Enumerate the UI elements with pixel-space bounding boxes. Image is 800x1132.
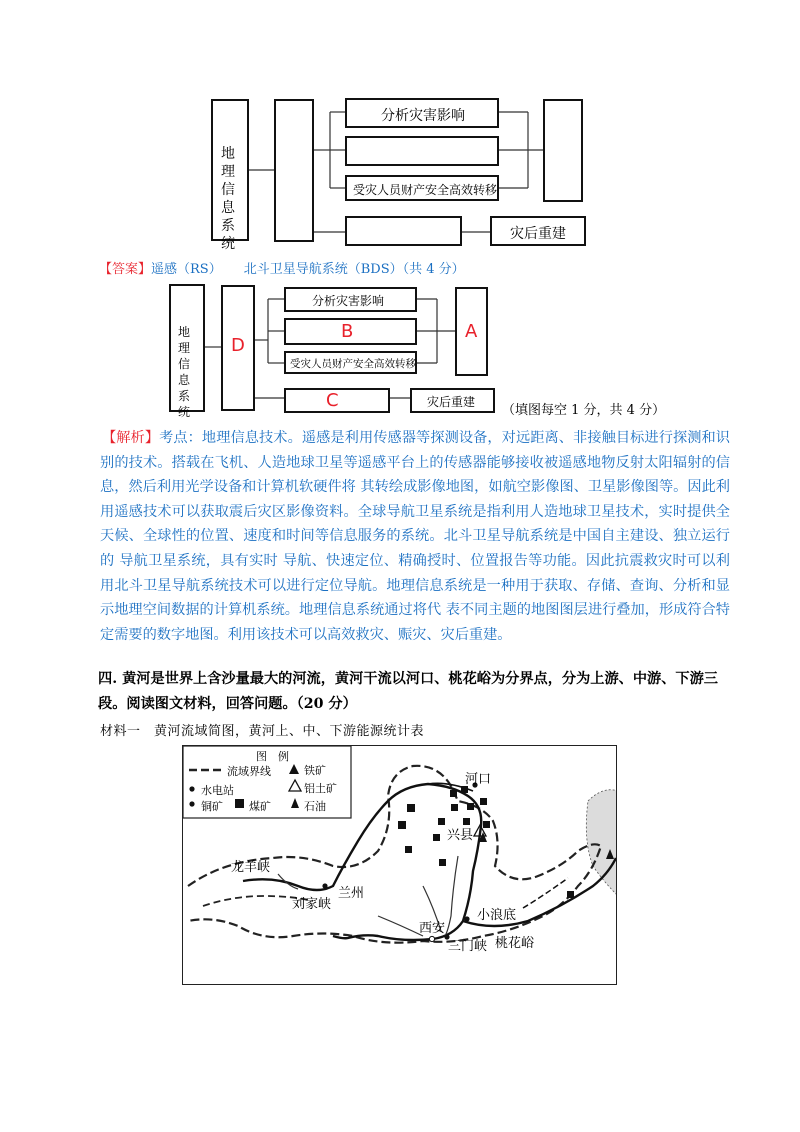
- diagram-2-letter-a: A: [465, 321, 478, 342]
- map-label-taohuayu: 桃花峪: [495, 936, 535, 951]
- answer-tag: 【答案】: [99, 262, 152, 277]
- analysis-text: 考点：地理信息技术。遥感是利用传感器等探测设备，对远距离、非接触目标进行探测和识别的技术。搭载在飞机、人造地球卫星等遥感平台上的传感器能够接收被遥感地物反射太阳辐射的信息，然后利用光学设备和计算机软硬件将 其转绘成影像地图，如航空影像图、卫星影像图等。因此利用遥感技术可以获取震后灾区影像资料。全球导航卫星系统是指利用人造地球卫星技术，实时提供全天候、全球性的位置、速度和时间等信息服务的系统。北斗卫星导航系统是中国自主建设、独立运行的 导航卫星系统，具有实时 导航、快速定位、精确授时、位置报告等功能。因此抗震救灾时可以利用北斗卫星导航系统技术可以进行定位导航。地理信息系统是一种用于获取、存储、查询、分析和显示地理空间数据的计算机系统。地理信息系统通过将代 表不同主题的地图图层进行叠加，形成符合特定需要的数字地图。利用该技术可以高效救灾、赈灾、灾后重建。: [100, 430, 730, 643]
- diagram-1-blank-box-d: [274, 99, 314, 242]
- diagram-2-letter-b: B: [341, 321, 354, 342]
- analysis-paragraph: [100, 426, 730, 647]
- answer-text-1: 遥感（RS）: [151, 262, 222, 277]
- diagram-2-box-a: [455, 287, 488, 376]
- diagram-2-box-b: [284, 318, 417, 345]
- analysis-tag: 【解析】: [102, 430, 160, 446]
- map-label-xian: 西安: [419, 921, 446, 936]
- map-legend-copper: 铜矿: [201, 800, 223, 813]
- diagram-1-analyze-label: 分析灾害影响: [381, 108, 465, 124]
- diagram-2-transfer-box: [284, 351, 417, 374]
- map-label-longyangxia: 龙羊峡: [231, 860, 271, 875]
- map-label-hekou: 河口: [465, 772, 492, 787]
- yellow-river-map: [182, 745, 617, 985]
- map-label-xiaolangdi: 小浪底: [477, 908, 517, 923]
- answer-text-2: 北斗卫星导航系统（BDS）（共 4 分）: [243, 262, 465, 277]
- diagram-2-gis-box: [169, 284, 205, 419]
- diagram-2-transfer-label: 受灾人员财产安全高效转移: [290, 358, 416, 370]
- diagram-2-analyze-box: [284, 287, 417, 312]
- diagram-2-letter-d: D: [231, 335, 245, 356]
- map-legend-bauxite: 铝土矿: [304, 782, 337, 795]
- map-legend-title: 图 例: [256, 750, 289, 763]
- diagram-1-blank-box-a: [543, 99, 583, 202]
- question-4-stem: 四. 黄河是世界上含沙量最大的河流，黄河干流以河口、桃花峪为分界点，分为上游、中游、下游三段。阅读图文材料，回答问题。（20 分）: [98, 671, 718, 712]
- diagram-2-rebuild-label: 灾后重建: [427, 395, 476, 409]
- map-legend-coal: 煤矿: [249, 800, 271, 813]
- map-legend-hydro: 水电站: [201, 784, 234, 797]
- diagram-2-rebuild-box: [410, 388, 495, 413]
- map-label-lanzhou: 兰州: [338, 886, 365, 901]
- diagram-2-box-d: [221, 285, 255, 411]
- diagram-2-letter-c: C: [326, 390, 339, 411]
- map-label-xingxian: 兴县: [447, 828, 474, 843]
- map-label-sanmenxia: 三门峡: [448, 939, 488, 954]
- diagram-1-analyze-box: [345, 98, 499, 128]
- diagram-1-transfer-box: [345, 175, 499, 201]
- diagram-1-gis-label: 地理信息系统: [221, 146, 235, 252]
- diagram-1-gis-box: [211, 99, 249, 252]
- map-label-liujiaxia: 刘家峡: [292, 897, 332, 912]
- diagram-2-analyze-label: 分析灾害影响: [312, 294, 385, 308]
- diagram-1-transfer-label: 受灾人员财产安全高效转移: [353, 183, 498, 197]
- diagram-2-box-c: [284, 388, 390, 413]
- diagram-1-blank-box-b: [345, 136, 499, 166]
- diagram-2-score-note: （填图每空 1 分，共 4 分）: [502, 403, 666, 418]
- material-one-caption: 材料一 黄河流域简图，黄河上、中、下游能源统计表: [100, 724, 425, 739]
- map-legend-iron: 铁矿: [304, 764, 326, 777]
- map-legend-boundary: 流域界线: [227, 765, 271, 778]
- diagram-1-rebuild-box: [490, 216, 586, 246]
- map-legend-oil: 石油: [304, 800, 326, 813]
- diagram-2-gis-label: 地理信息系统: [177, 325, 190, 419]
- diagram-1-blank-box-c: [345, 216, 462, 246]
- diagram-1-rebuild-label: 灾后重建: [510, 226, 566, 242]
